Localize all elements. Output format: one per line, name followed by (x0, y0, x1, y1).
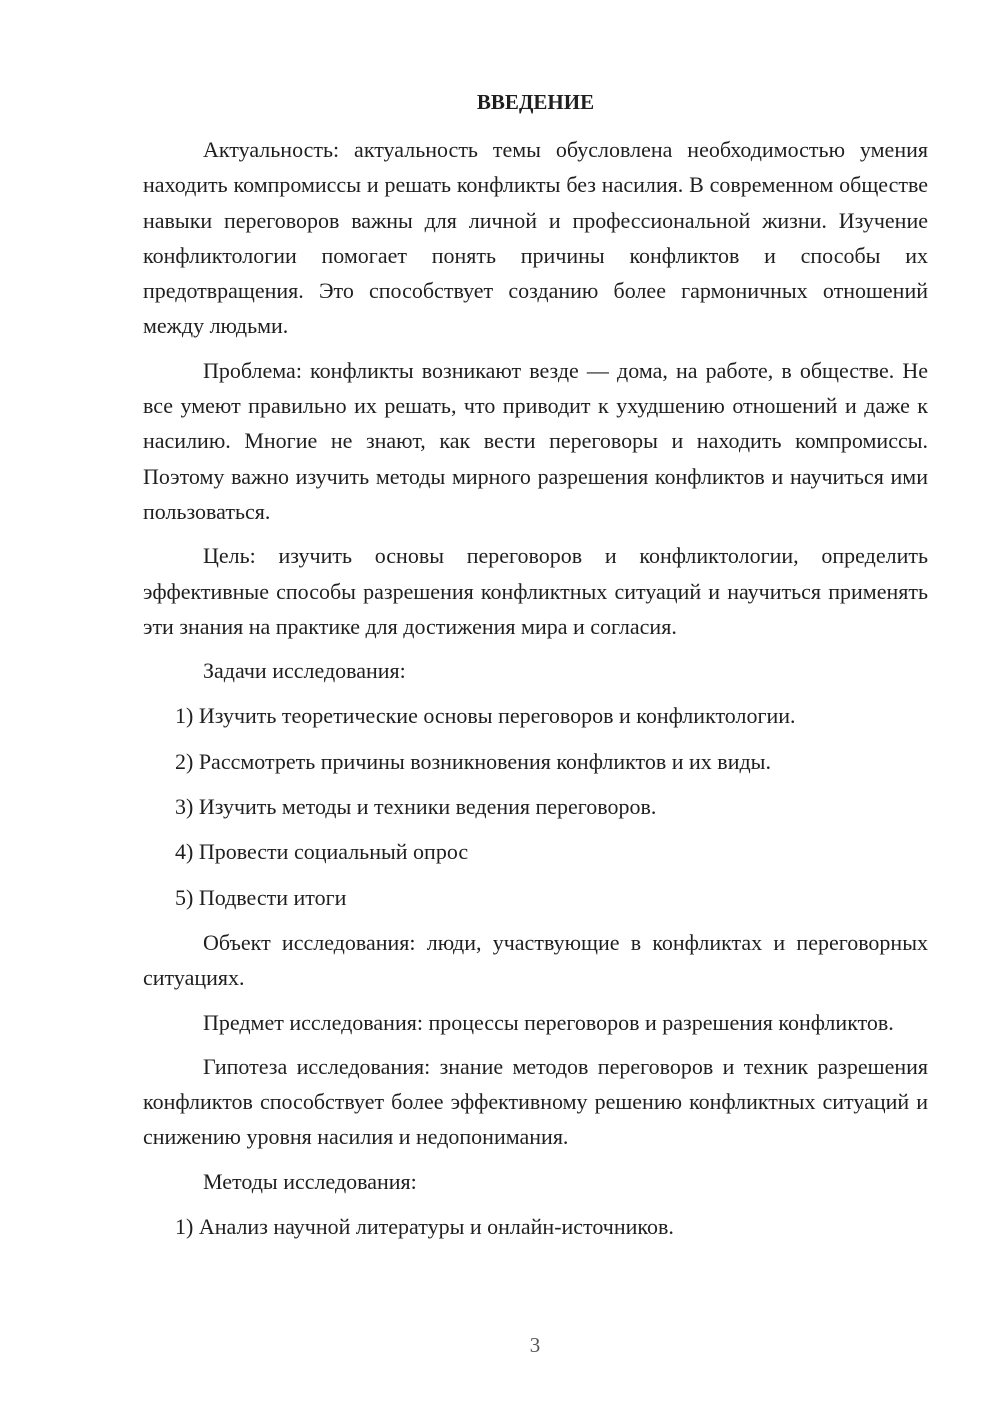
goal-paragraph: Цель: изучить основы переговоров и конфликтологии, определить эффективные способы разрешения конфликтных ситуаций и научиться применять эти знания на практике для достижения мира и согласия. (143, 543, 928, 639)
methods-title: Методы исследования: (203, 1168, 417, 1194)
section-heading: ВВЕДЕНИЕ (476, 90, 595, 114)
method-item: 1) Анализ научной литературы и онлайн-источников. (175, 1214, 674, 1240)
task-item: 3) Изучить методы и техники ведения переговоров. (175, 794, 657, 820)
problem-paragraph: Проблема: конфликты возникают везде — дома, на работе, в обществе. Не все умеют правильно их решать, что приводит к ухудшению отношений и даже к насилию. Многие не знают, как вести переговоры и находить компромиссы. Поэтому важно изучить методы мирного разрешения конфликтов и научиться ими пользоваться. (143, 357, 928, 524)
relevance-paragraph: Актуальность: актуальность темы обусловлена необходимостью умения находить компромиссы и решать конфликты без насилия. В современном обществе навыки переговоров важны для личной и профессиональной жизни. Изучение конфликтологии помогает понять причины конфликтов и способы их предотвращения. Это способствует созданию более гармоничных отношений между людьми. (143, 137, 928, 339)
object-paragraph: Объект исследования: люди, участвующие в конфликтах и переговорных ситуациях. (143, 929, 928, 991)
hypothesis-paragraph: Гипотеза исследования: знание методов переговоров и техник разрешения конфликтов способствует более эффективному решению конфликтных ситуаций и снижению уровня насилия и недопонимания. (143, 1053, 928, 1150)
task-item: 1) Изучить теоретические основы переговоров и конфликтологии. (175, 703, 796, 729)
page-number: 3 (529, 1333, 541, 1357)
task-item: 2) Рассмотреть причины возникновения конфликтов и их виды. (175, 748, 771, 774)
task-item: 5) Подвести итоги (175, 884, 347, 910)
tasks-title: Задачи исследования: (203, 658, 406, 684)
document-page (143, 88, 928, 1254)
task-item: 4) Провести социальный опрос (175, 839, 469, 865)
subject-paragraph: Предмет исследования: процессы переговоров и разрешения конфликтов. (203, 1009, 894, 1035)
